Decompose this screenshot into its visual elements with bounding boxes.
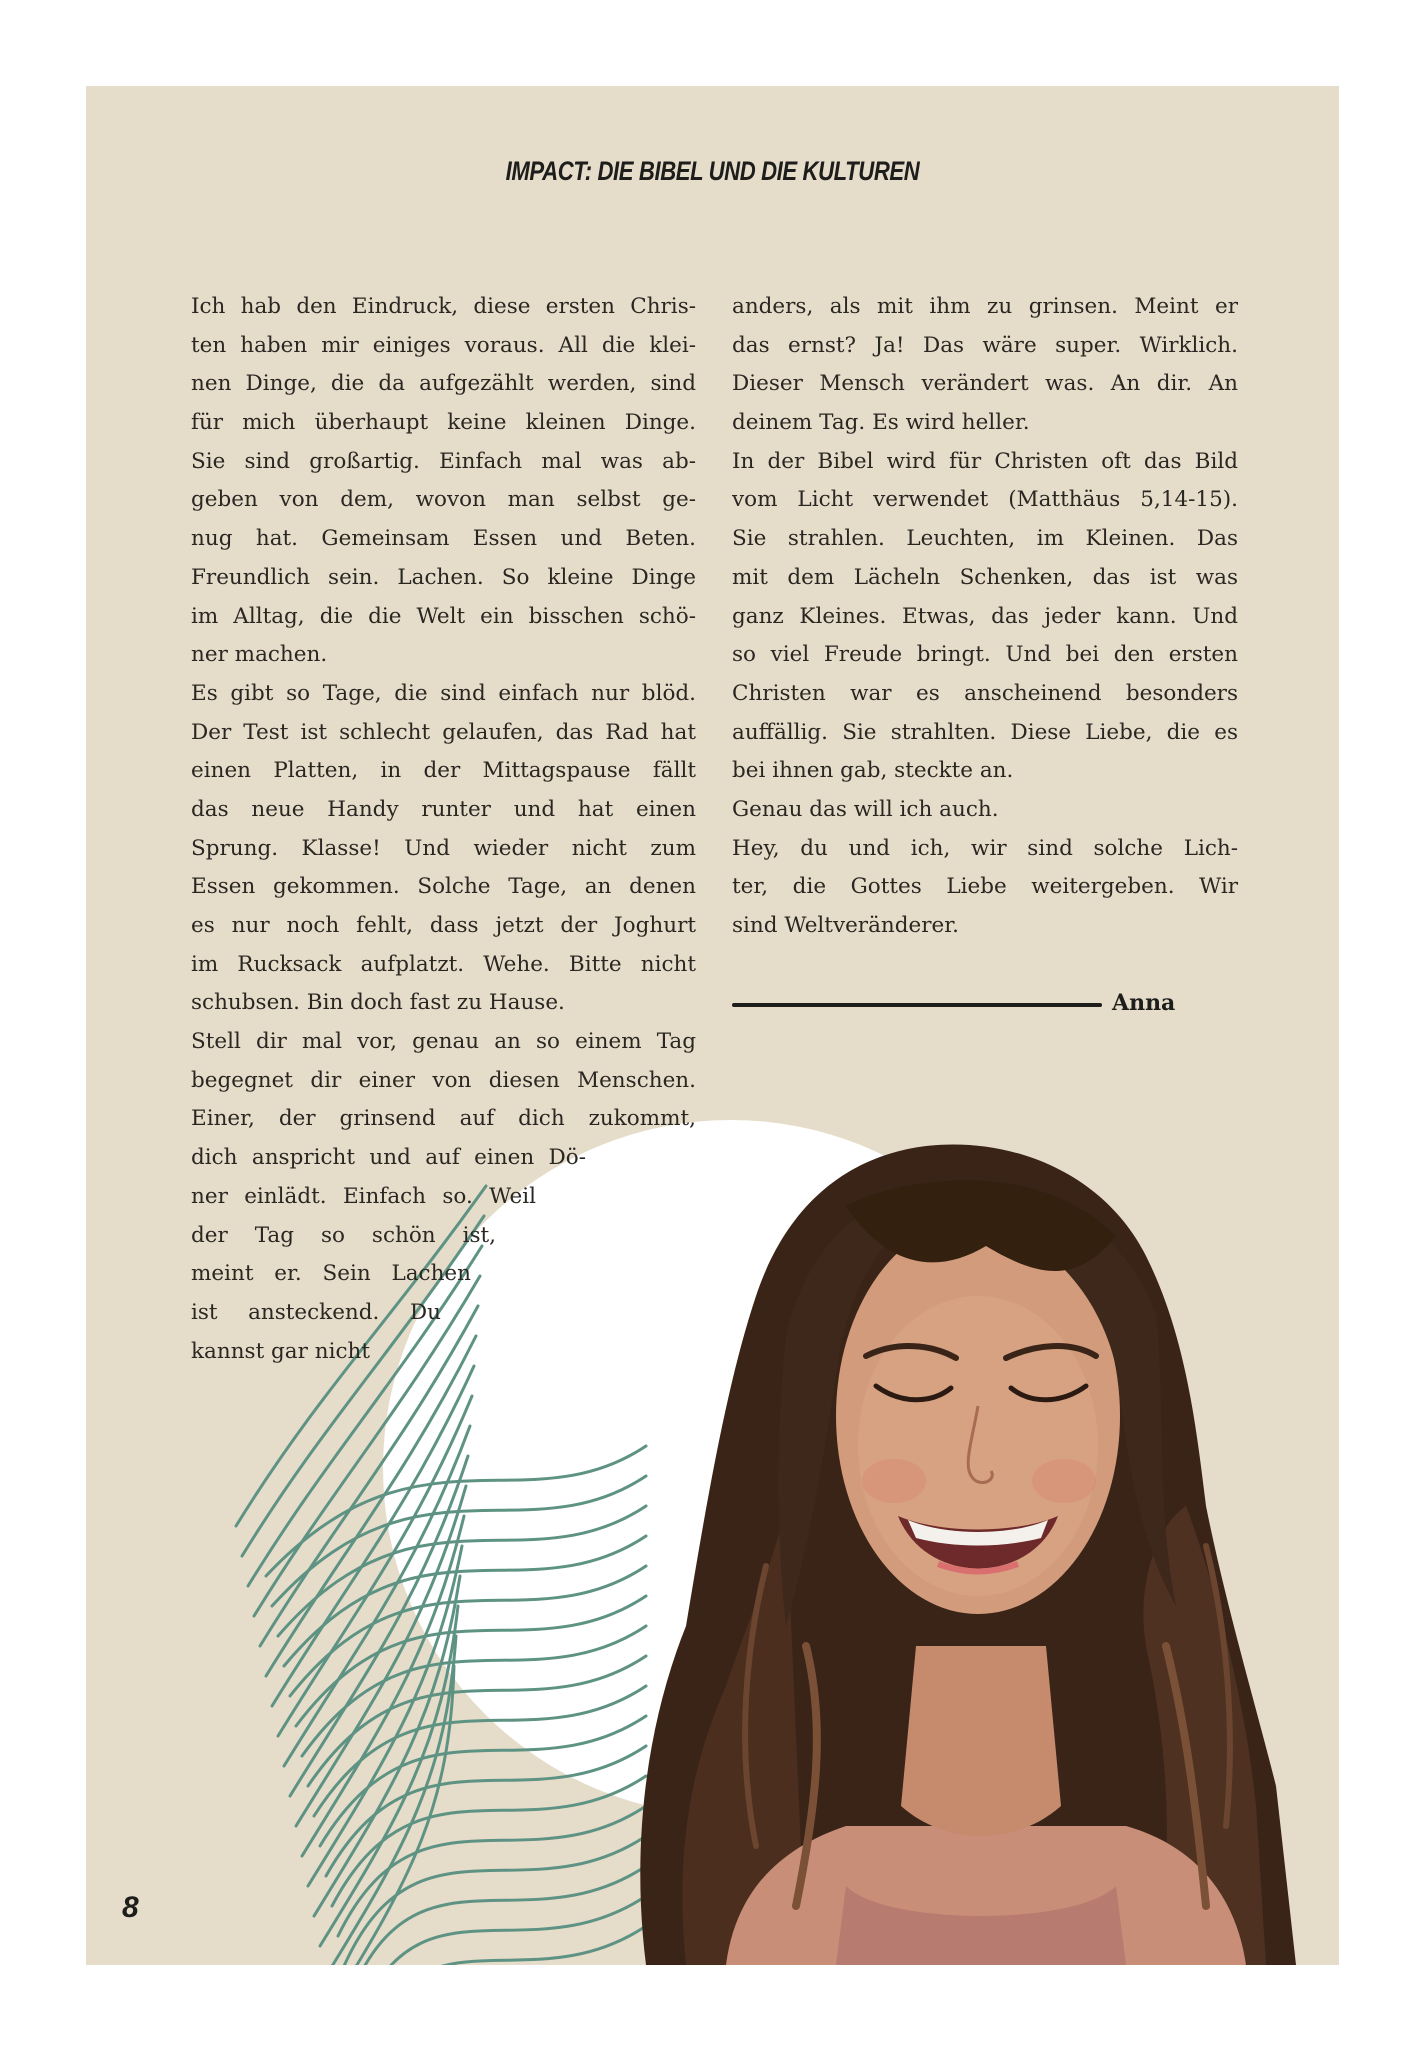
text-line: Sie strahlen. Leuchten, im Kleinen. Das <box>732 526 1238 552</box>
text-line: kannst gar nicht <box>191 1338 370 1364</box>
page-number: 8 <box>122 1891 139 1924</box>
text-line: Hey, du und ich, wir sind solche Lich- <box>732 835 1238 861</box>
text-line: im Rucksack aufplatzt. Wehe. Bitte nicht <box>191 951 696 977</box>
text-line: anders, als mit ihm zu grinsen. Meint er <box>732 294 1238 319</box>
text-line: so viel Freude bringt. Und bei den ersten <box>732 642 1238 668</box>
text-line: Der Test ist schlecht gelaufen, das Rad hat <box>191 719 696 745</box>
text-line: es nur noch fehlt, dass jetzt der Joghurt <box>191 913 696 938</box>
author-name: Anna <box>1112 990 1176 1016</box>
text-line: Sie sind großartig. Einfach mal was ab- <box>191 448 696 474</box>
text-line: Ich hab den Eindruck, diese ersten Chris- <box>191 294 696 319</box>
right-text-column <box>732 288 1238 946</box>
text-line: geben von dem, wovon man selbst ge- <box>191 487 696 513</box>
text-line: bei ihnen gab, steckte an. <box>732 758 1014 784</box>
text-line: Essen gekommen. Solche Tage, an denen <box>191 874 696 900</box>
text-line: schubsen. Bin doch fast zu Hause. <box>191 990 565 1016</box>
text-line: Christen war es anscheinend besonders <box>732 680 1238 706</box>
text-line: der Tag so schön ist, <box>191 1222 496 1248</box>
magazine-page <box>86 86 1339 1965</box>
running-title: IMPACT: DIE BIBEL UND DIE KULTUREN <box>505 156 920 186</box>
left-text-column <box>191 288 696 1371</box>
text-line: nug hat. Gemeinsam Essen und Beten. <box>191 526 696 552</box>
text-line: In der Bibel wird für Christen oft das Bild <box>732 448 1238 474</box>
text-line: ner einlädt. Einfach so. Weil <box>191 1183 536 1209</box>
text-line: ner machen. <box>191 642 328 668</box>
text-line: auffällig. Sie strahlten. Diese Liebe, die es <box>732 719 1238 745</box>
text-line: Dieser Mensch verändert was. An dir. An <box>732 371 1238 397</box>
text-line: begegnet dir einer von diesen Menschen. <box>191 1067 696 1093</box>
text-line: nen Dinge, die da aufgezählt werden, sind <box>191 371 696 397</box>
text-line: ist ansteckend. Du <box>191 1299 441 1325</box>
text-line: das ernst? Ja! Das wäre super. Wirklich. <box>732 332 1238 358</box>
signature-rule <box>732 1003 1102 1007</box>
text-line: sind Weltveränderer. <box>732 913 959 938</box>
text-line: deinem Tag. Es wird heller. <box>732 410 1030 436</box>
text-line: mit dem Lächeln Schenken, das ist was <box>732 564 1238 590</box>
text-line: Einer, der grinsend auf dich zukommt, <box>191 1106 696 1132</box>
text-line: das neue Handy runter und hat einen <box>191 796 696 822</box>
text-line: dich anspricht und auf einen Dö- <box>191 1145 586 1171</box>
text-line: meint er. Sein Lachen <box>191 1261 471 1287</box>
text-line: Genau das will ich auch. <box>732 796 999 822</box>
text-line: einen Platten, in der Mittagspause fällt <box>191 758 696 784</box>
text-line: Stell dir mal vor, genau an so einem Tag <box>191 1029 696 1055</box>
text-line: Es gibt so Tage, die sind einfach nur blöd. <box>191 680 696 706</box>
author-signature <box>732 983 1182 1023</box>
text-line: ten haben mir einiges voraus. All die klei- <box>191 332 696 358</box>
text-line: Freundlich sein. Lachen. So kleine Dinge <box>191 564 696 590</box>
text-line: im Alltag, die die Welt ein bisschen schö- <box>191 603 696 629</box>
text-line: vom Licht verwendet (Matthäus 5,14-15). <box>732 487 1238 513</box>
text-line: Sprung. Klasse! Und wieder nicht zum <box>191 835 696 861</box>
text-line: ganz Kleines. Etwas, das jeder kann. Und <box>732 603 1238 629</box>
text-line: für mich überhaupt keine kleinen Dinge. <box>191 410 696 436</box>
text-line: ter, die Gottes Liebe weitergeben. Wir <box>732 874 1238 900</box>
